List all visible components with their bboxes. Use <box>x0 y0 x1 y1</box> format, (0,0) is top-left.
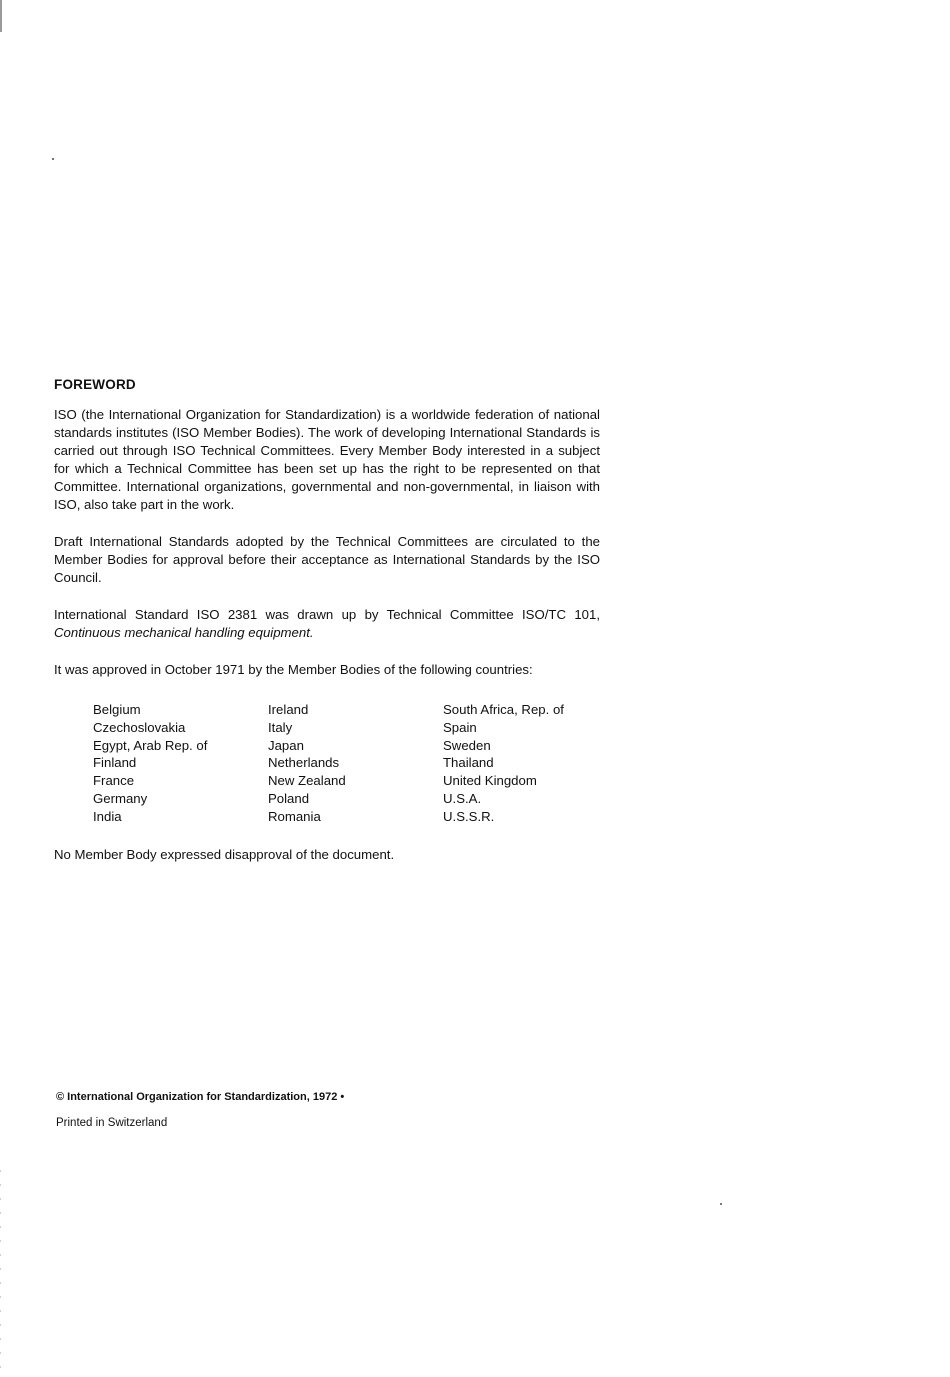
printed-location: Printed in Switzerland <box>56 1117 168 1129</box>
paragraph-approval: It was approved in October 1971 by the Member Bodies of the following countries: <box>54 662 533 677</box>
country-item: Spain <box>443 719 477 735</box>
page-footer <box>56 1090 344 1130</box>
country-item: South Africa, Rep. of <box>443 702 564 717</box>
paragraph-iso-intro: ISO (the International Organization for Standardization) is a worldwide federation of national standards institutes (ISO Member Bodies). The work of developing International Standards is carried out through ISO Technical Committees. Every Member Body interested in a subject for which a Technical Committee has been set up has the right to be represented on that Committee. International organizations, governmental and non-governmental, in liaison with ISO, also take part in the work. <box>54 407 600 512</box>
country-item: Finland <box>93 755 137 771</box>
paragraph-draft-standards: Draft International Standards adopted by the Technical Committees are circulated to the Member Bodies for approval before their acceptance as International Standards by the ISO Council. <box>54 534 600 585</box>
country-item: Czechoslovakia <box>93 719 186 735</box>
paragraph-technical-committee <box>54 606 600 642</box>
country-list <box>93 701 600 826</box>
country-item: Italy <box>268 719 293 735</box>
scan-speck <box>720 1203 722 1205</box>
country-item: Ireland <box>268 702 309 717</box>
scan-edge-mark <box>0 0 2 32</box>
country-item: U.S.S.R. <box>443 808 495 824</box>
country-item: New Zealand <box>268 773 346 789</box>
scan-edge-specks <box>0 1170 1 1370</box>
paragraph-no-disapproval: No Member Body expressed disapproval of the document. <box>54 846 395 862</box>
country-item: Japan <box>268 737 304 753</box>
committee-title: Continuous mechanical handling equipment. <box>54 625 314 640</box>
country-item: France <box>93 773 135 789</box>
country-item: Romania <box>268 808 321 824</box>
country-item: U.S.A. <box>443 790 482 806</box>
copyright-notice: © International Organization for Standardization, 1972 • <box>56 1091 345 1103</box>
committee-text: International Standard ISO 2381 was drawn up by Technical Committee ISO/TC 101, <box>54 607 600 622</box>
country-item: United Kingdom <box>443 773 537 789</box>
country-item: Poland <box>268 790 310 806</box>
country-column-2 <box>268 701 443 826</box>
foreword-section <box>54 376 600 883</box>
country-column-3 <box>443 701 618 826</box>
country-item: Netherlands <box>268 755 340 771</box>
country-item: Belgium <box>93 702 141 717</box>
country-item: Egypt, Arab Rep. of <box>93 737 208 753</box>
foreword-heading: FOREWORD <box>54 377 136 392</box>
country-column-1 <box>93 701 268 826</box>
country-item: Thailand <box>443 755 494 771</box>
scan-speck <box>52 158 54 160</box>
country-item: Sweden <box>443 737 491 753</box>
country-item: Germany <box>93 790 148 806</box>
country-item: India <box>93 808 122 824</box>
